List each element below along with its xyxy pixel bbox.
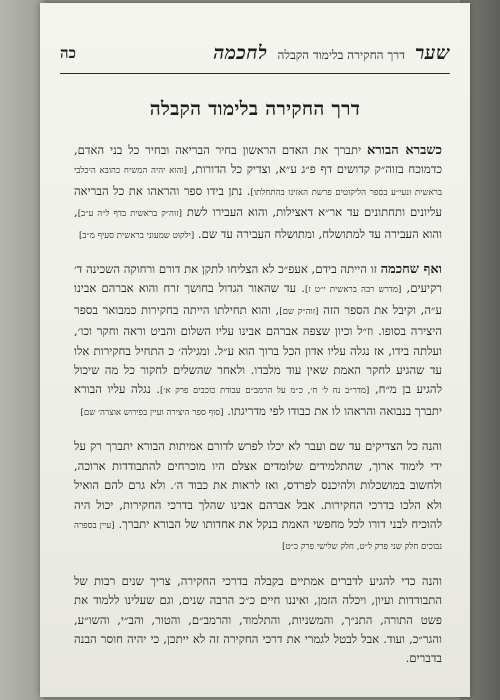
- running-header: [60, 33, 450, 74]
- paragraph-text: זו הייתה בידם, אעפ״כ לא הצליחו לתקן את דורם ורחוקה השכינה ד׳ רקיעים,: [74, 262, 442, 296]
- header-subtitle: דרך החקירה בלימוד הקבלה: [277, 47, 405, 62]
- paragraph-1: [74, 141, 442, 246]
- paragraph-lead: כשברא הבורא: [366, 143, 442, 158]
- source-note: [זוה״ק שם]: [279, 306, 319, 317]
- source-note: [ילקוט שמעוני בראשית סעיף מ״ב]: [78, 230, 195, 241]
- paragraph-text: יתברך את האדם הראשון בחיר הבריאה ובחיר כל בני האדם, כדמוכח בזוה״ק קדושים דף פ״ג ע״א, וצדיק כל הדורות,: [74, 143, 442, 177]
- paragraph-text: . נגלה עליו הבורא יתברך בנבואה והראהו לו את כבודו לפי מדריגתו.: [74, 382, 442, 418]
- source-note: [מדרש רבה בראשית י״ט ז]: [304, 285, 402, 296]
- paragraph-4: [74, 572, 442, 669]
- body-text: [74, 141, 442, 683]
- header-section: לחכמה: [213, 41, 268, 64]
- header-title-group: [213, 42, 450, 65]
- book-page: [40, 3, 470, 697]
- paragraph-text: והנה כדי להגיע לדברים אמתיים בקבלה בדרכי החקירה, צריך שנים רבות של התבודדות ועיון, ויכלה הזמן, ואיננו חיים כ״כ הרבה שנים, וגם שעלינו ללמוד את פשט התורה, התנ״ך, והמשניות, והתלמוד, והרמב״ם, והטור, והב״י, והשו״ע, והגר״כ, ועוד. אבל לבטל לגמרי את דרכי החקירה זה לא ייתכן, כי יהיה חוסר הבנה בדברים.: [74, 573, 442, 666]
- source-note: [זוה״ק בראשית בדף ל״ה ע״ב]: [77, 209, 182, 220]
- paragraph-text: והנה כל הצדיקים עד שם ועבר לא יכלו לפרש לדורם אמיתות הבורא יתברך רק על ידי לימוד ארוך, שהתלמידים שלומדים אצלם היו מוכרחים להתבודדות ארוכה, ולחשוב במושכלות ולהיכנס לפרדס, ואז לראות את כבוד ה׳. ולא גרם להם הואיל ולא הלכו בדרכי החקירות. אבל אברהם אבינו שהלך בדרכי החקירות, יכול היה להוכיח לבני דורו לכל מחפשי האמת בנקל את אחדותו של הבורא יתברך.: [74, 439, 442, 531]
- header-word: שער: [414, 41, 450, 64]
- source-note: [מדר״ב נח ל׳ ח׳, כ״מ על הרמב״ם עבודת כוכבים פרק א׳]: [159, 386, 370, 397]
- paragraph-text: , והוא תחילתו הייתה בחקירות כמבואר בספר היצירה בסופו. וז״ל וכיון שצפה אברהם אבינו עליו השלום והביט וראה וחקר וכו׳, ועלתה בידו, אז נגלה עליו אדון הכל ברוך הוא ע״ל. ומגילה׳ כ התחיל בחקירות אלו עד שהגיע לחקר האמת שאין עוד מלבדו. ולאחר שהשלים לחקור כל מה שיכול להגיע בן מ״ח,: [74, 302, 443, 397]
- paragraph-text: . נתן בידו ספר והראהו את כל הבריאה עליונים ותחתונים עד אר״א דאצילות, והוא העבירו לשת: [74, 183, 442, 220]
- paragraph-text: , והוא העבירה עד למתושלח, ומתושלח העבירה עד שם.: [74, 205, 442, 241]
- source-note: [סוף ספר היצירה ועיין בפירוש אוצרה׳ שם]: [80, 407, 224, 418]
- paragraph-2: [74, 260, 442, 423]
- source-note: [והוא יהיה המשיח כהובא היכלבי בראשית ונעי״ע בספר הליקוטים פרשת האזינו בהתחלתו]: [74, 166, 442, 198]
- paragraph-3: [74, 437, 442, 557]
- chapter-heading: דרך החקירה בלימוד הקבלה: [149, 98, 361, 120]
- paragraph-lead: ואף שחכמה: [380, 262, 443, 278]
- source-note: [עיין בספרה נבוכים חלק שני פרק ל״ט, חלק שלישי פרק כ״ט]: [74, 520, 442, 553]
- backdrop-left: [0, 0, 44, 700]
- paragraph-text: . עד שהאור הגדול בחושך זרח והוא אברהם אבינו ע״ה, וקיבל את הספר הזה: [74, 281, 442, 317]
- page-number: כה: [60, 43, 76, 62]
